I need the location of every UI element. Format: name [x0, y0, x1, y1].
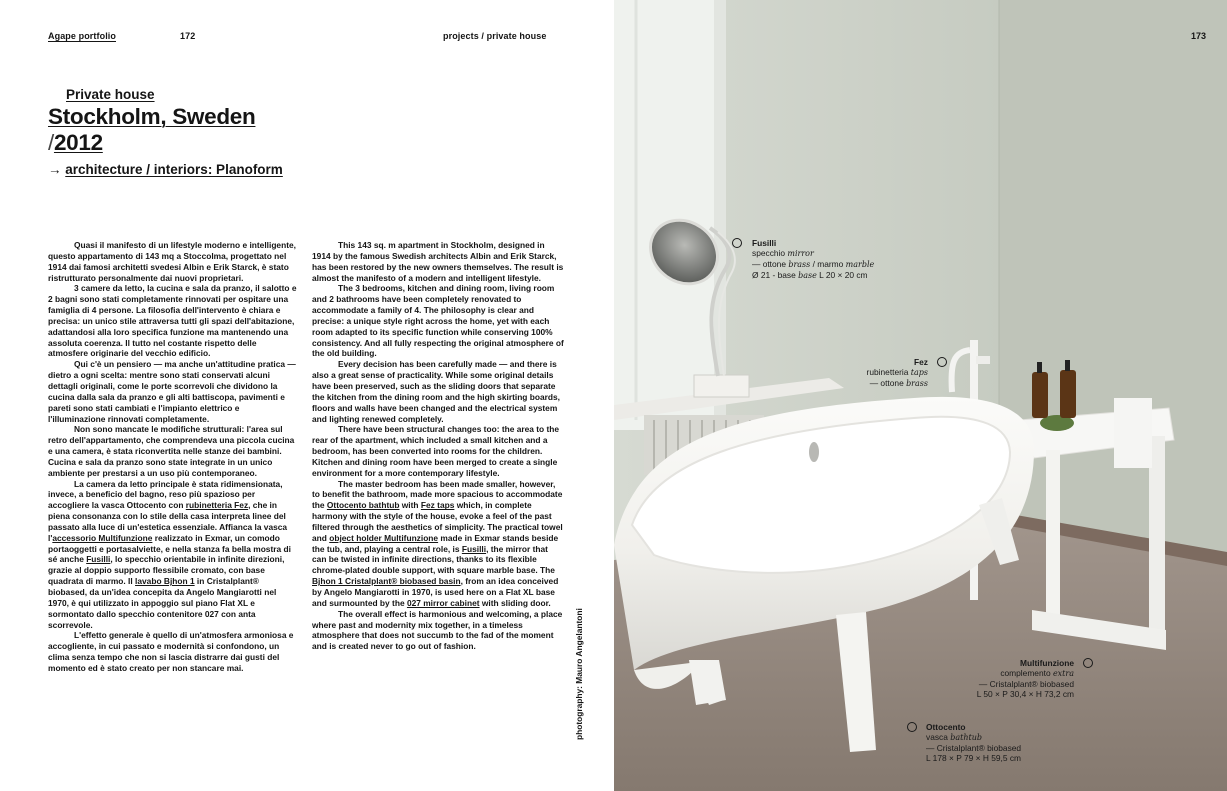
text-run: specchio: [752, 248, 788, 258]
text-run: mirror: [787, 249, 814, 258]
caption-ottocento: [926, 722, 1021, 763]
window: [614, 0, 714, 430]
english-paragraph: There have been structural changes too: the area to the rear of the apartment, which included a small kitchen and a bedroom, has been converted into rooms for the children. Kitchen and dining room have been merged to create a single environment for a more contemporary lifestyle.: [312, 424, 560, 478]
text-run: made in Exmar stands beside the tub, and, playing a central role, is: [312, 532, 559, 554]
text-run: taps: [910, 368, 928, 377]
caption-line: — Cristalplant® biobased: [978, 679, 1074, 689]
corner-wall: [999, 0, 1227, 600]
caption-line: [752, 259, 874, 270]
italian-paragraph: Quasi il manifesto di un lifestyle moderno e intelligente, questo appartamento di 143 mq a Stoccolma, progettato nel 1914 dai famosi architetti svedesi Albin e Erik Starck, è stato ristrutturato personalmente dai nuovi proprietari.: [48, 240, 296, 283]
italian-paragraph: Qui c'è un pensiero — ma anche un'attitudine pratica — dietro a ogni scelta: mentre sono stati conservati alcuni dettagli originali, come le porte scorrevoli che dividono la cucina dalla sala da pranzo e gli alti battiscopa, pavimenti e pareti sono stati cambiati e l'impianto elettrico e l'illuminazione rinnovati completamente.: [48, 359, 296, 424]
product-link-fusilli[interactable]: Fusilli: [86, 554, 111, 565]
text-run: / marmo: [810, 259, 846, 269]
product-link-fez[interactable]: rubinetteria Fez: [185, 500, 249, 511]
text-run: brass: [788, 260, 811, 269]
towel: [1114, 398, 1152, 468]
italian-paragraph: [48, 479, 298, 631]
page-number-left: 172: [180, 31, 196, 41]
product-link-027-mirror[interactable]: 027 mirror cabinet: [406, 597, 480, 608]
text-run: La camera da letto principale è stata ridimensionata, invece, a beneficio del bagno, reso più spazioso per accogliere la vasca Ottocento con: [48, 478, 283, 511]
soap-bottle: [1032, 372, 1048, 418]
right-page-photo: [614, 0, 1227, 791]
text-run: base: [798, 271, 817, 280]
caption-line: [826, 367, 928, 378]
running-head-title: Agape portfolio: [48, 31, 116, 41]
caption-multifunzione-name: Multifunzione: [1020, 658, 1074, 668]
english-paragraph: The 3 bedrooms, kitchen and dining room, living room and 2 bathrooms have been completely renovated to accommodate a family of 4. The philosophy is clear and precise: a unique style right across the home, yet with each room adapted to its specific function while conserving 100% consistency. And all fully respecting the original atmosphere of the old building.: [312, 283, 564, 359]
hotspot-fusilli[interactable]: [732, 238, 742, 248]
caption-line: — Cristalplant® biobased: [926, 743, 1022, 753]
text-run: L 20 × 20 cm: [816, 270, 868, 280]
italian-paragraph: L'effetto generale è quello di un'atmosfera armoniosa e accogliente, in cui passato e modernità si confondono, un clima senza tempo che non si lascia distrarre dai gusti del momento ed è stato creato per non stancare mai.: [48, 630, 294, 673]
caption-fez: [826, 357, 928, 389]
text-run: , lo specchio orientabile in infinite direzioni, grazie al doppio supporto flessibile cromato, con base quadrata di marmo. Il: [48, 554, 285, 587]
lotion-bottle: [1060, 370, 1076, 418]
text-run: rubinetteria: [866, 367, 911, 377]
english-paragraph: The overall effect is harmonious and welcoming, a place where past and modernity mix together, in a timeless atmosphere that does not succumb to the fad of the moment and is created never to go out of fashion.: [312, 608, 563, 652]
caption-fusilli: [752, 238, 874, 281]
product-link-fusilli[interactable]: Fusilli: [461, 543, 487, 554]
section-label: projects / private house: [443, 31, 547, 41]
arrow-icon: →: [48, 162, 62, 177]
product-link-ottocento[interactable]: Ottocento bathtub: [326, 500, 400, 511]
text-run: bathtub: [950, 733, 982, 742]
text-run: vasca: [926, 732, 951, 742]
caption-line: [944, 668, 1074, 679]
hotspot-multifunzione[interactable]: [1083, 658, 1093, 668]
text-run: Ø 21 - base: [752, 270, 799, 280]
product-link-multifunzione[interactable]: accessorio Multifunzione: [52, 532, 153, 543]
architecture-credits: [48, 162, 283, 177]
text-run: , che in piena consonanza con lo stile della casa interpreta linee del passato alla luce di un'estetica essenziale. Affianca la vasca l': [48, 500, 288, 543]
caption-line: L 178 × P 79 × H 59,5 cm: [926, 753, 1021, 763]
english-paragraph: Every decision has been carefully made — and there is also a great sense of practicality. While some original details have been preserved, such as the sliding doors that separate the kitchen from the dining room and the high skirting boards, floors and walls have been changed and the electrical system and lighting renewed completely.: [312, 359, 561, 424]
text-run: — ottone: [869, 378, 907, 388]
italian-paragraph: 3 camere da letto, la cucina e sala da pranzo, il salotto e 2 bagni sono stati completamente rinnovati per ospitare una famiglia di 4 persone. La filosofia dell'intervento è chiara e precisa: un unico stile attraversa tutti gli spazi dell'abitazione, adattandosi alla loro specifica funzione ma mantenendo una assoluta coerenza. Il tutto nel costante rispetto delle atmosfere originarie del vecchio edificio.: [48, 283, 297, 359]
caption-line: [752, 248, 874, 259]
tub-drain: [809, 442, 819, 462]
caption-line: [826, 378, 928, 389]
title-year: 2012: [53, 130, 103, 155]
text-run: which, in complete harmony with the style of the house, evoke a feel of the past filtered through the aesthetics of simplicity. The practical towel and: [312, 500, 563, 543]
text-run: extra: [1052, 669, 1074, 678]
text-run: with sliding door.: [479, 597, 551, 608]
text-run: in Cristalplant® biobased, da un'idea concepita da Angelo Mangiarotti nel 1970, è qui utilizzato in appoggio sul piano Flat XL e sormontato dallo specchio contenitore 027 con anta scorrevole.: [48, 576, 277, 630]
multifunzione-leg: [1046, 450, 1060, 620]
product-link-fez[interactable]: Fez taps: [420, 500, 455, 511]
text-run: , the mirror that can be twisted in infinite directions, thanks to its flexible chrome-plated double support, with square marble base. The: [312, 543, 555, 576]
credits-text: architecture / interiors: Planoform: [65, 162, 283, 177]
article-title: [48, 104, 255, 156]
italian-column: [48, 240, 298, 674]
product-link-bjhon[interactable]: lavabo Bjhon 1: [135, 576, 195, 587]
text-run: complemento: [1000, 668, 1053, 678]
text-run: realizzato in Exmar, un comodo portaoggetti e portasalviette, e nella stanza fa bella mostra di sé anche: [48, 532, 291, 565]
caption-ottocento-name: Ottocento: [926, 722, 966, 732]
page-number-right: 173: [1190, 31, 1206, 41]
caption-line: [752, 270, 874, 281]
text-run: with: [399, 500, 421, 511]
text-run: brass: [906, 379, 928, 388]
product-link-bjhon[interactable]: Bjhon 1 Cristalplant® biobased basin: [312, 576, 461, 587]
bathroom-photo-illustration: [614, 0, 1227, 791]
caption-line: [926, 732, 1021, 743]
english-paragraph: [312, 479, 564, 609]
article-kicker: Private house: [66, 87, 155, 102]
text-run: — ottone: [752, 259, 789, 269]
title-slash: /: [48, 130, 54, 155]
italian-paragraph: Non sono mancate le modifiche strutturali: l'area sul retro dell'appartamento, che comprendeva una piccola cucina e una camera, è stata riconvertita nelle stanze dei bambini. Cucina e sala da pranzo sono state integrate in un unico ambiente per prestarsi a un uso più contemporaneo.: [48, 424, 295, 478]
product-link-multifunzione[interactable]: object holder Multifunzione: [329, 532, 439, 543]
text-run: marble: [845, 260, 875, 269]
title-location: Stockholm, Sweden: [48, 104, 256, 129]
caption-multifunzione: [944, 658, 1074, 699]
caption-line: L 50 × P 30,4 × H 73,2 cm: [976, 689, 1074, 699]
english-column: [312, 240, 564, 652]
text-run: , from an idea conceived by Angelo Mangiarotti in 1970, is used here on a Flat XL base and surmounted by the: [312, 576, 559, 608]
text-run: The master bedroom has been made smaller, however, to benefit the bathroom, made more spacious to accommodate the: [312, 478, 563, 511]
caption-fusilli-name: Fusilli: [752, 238, 777, 248]
hotspot-ottocento[interactable]: [907, 722, 917, 732]
photo-credit: photography: Mauro Angelantoni: [574, 608, 584, 740]
english-paragraph: This 143 sq. m apartment in Stockholm, designed in 1914 by the famous Swedish architects Albin and Erik Starck, has been restored by the new owners themselves. The result is almost the manifesto of a modern and intelligent lifestyle.: [312, 240, 564, 283]
caption-fez-name: Fez: [914, 357, 928, 367]
hotspot-fez[interactable]: [937, 357, 947, 367]
mirror-marble-base: [694, 375, 749, 397]
